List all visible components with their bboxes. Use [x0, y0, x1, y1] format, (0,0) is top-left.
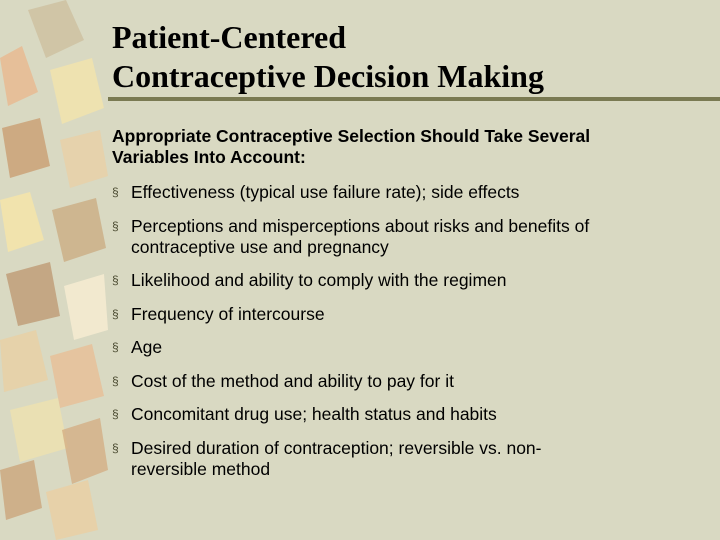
bullet-marker-icon: § [112, 185, 119, 199]
slide-title-line-2: Contraceptive Decision Making [112, 58, 544, 94]
bullet-text-continued: contraceptive use and pregnancy [131, 236, 389, 257]
bullet-text: Likelihood and ability to comply with the regimen [131, 270, 507, 290]
title-divider [108, 97, 720, 101]
bullet-text: Desired duration of contraception; reversible vs. non- [131, 437, 542, 458]
bullet-marker-icon: § [112, 440, 119, 455]
bullet-marker-icon: § [112, 407, 119, 421]
bullet-text: Cost of the method and ability to pay for it [131, 370, 454, 391]
bullet-text: Age [131, 337, 163, 357]
bullet-item [112, 337, 702, 358]
intro-line-1: Appropriate Contraceptive Selection Should Take Several [112, 126, 591, 146]
bullet-marker-icon: § [112, 273, 119, 287]
slide-title-line-1: Patient-Centered [112, 19, 346, 55]
bullet-marker-icon: § [112, 340, 119, 354]
bullet-marker-icon: § [112, 373, 119, 388]
decorative-sidebar [0, 0, 108, 540]
bullet-item [112, 270, 702, 291]
bullet-item [112, 438, 702, 480]
bullet-item [112, 404, 702, 425]
bullet-text: Perceptions and misperceptions about risks and benefits of [131, 215, 590, 236]
slide-title [112, 18, 712, 96]
bullet-marker-icon: § [112, 306, 119, 321]
bullet-text: Effectiveness (typical use failure rate); side effects [131, 182, 520, 202]
intro-line-2: Variables Into Account: [112, 147, 306, 167]
bullet-text-continued: reversible method [131, 458, 271, 479]
bullet-text: Concomitant drug use; health status and habits [131, 404, 497, 424]
intro-heading [112, 126, 702, 168]
bullet-marker-icon: § [112, 218, 119, 233]
bullet-text: Frequency of intercourse [131, 303, 325, 324]
bullet-list [112, 182, 702, 492]
mosaic-tiles-graphic [0, 0, 108, 540]
bullet-item [112, 304, 702, 325]
bullet-item [112, 182, 702, 203]
bullet-item [112, 371, 702, 392]
bullet-item [112, 216, 702, 258]
